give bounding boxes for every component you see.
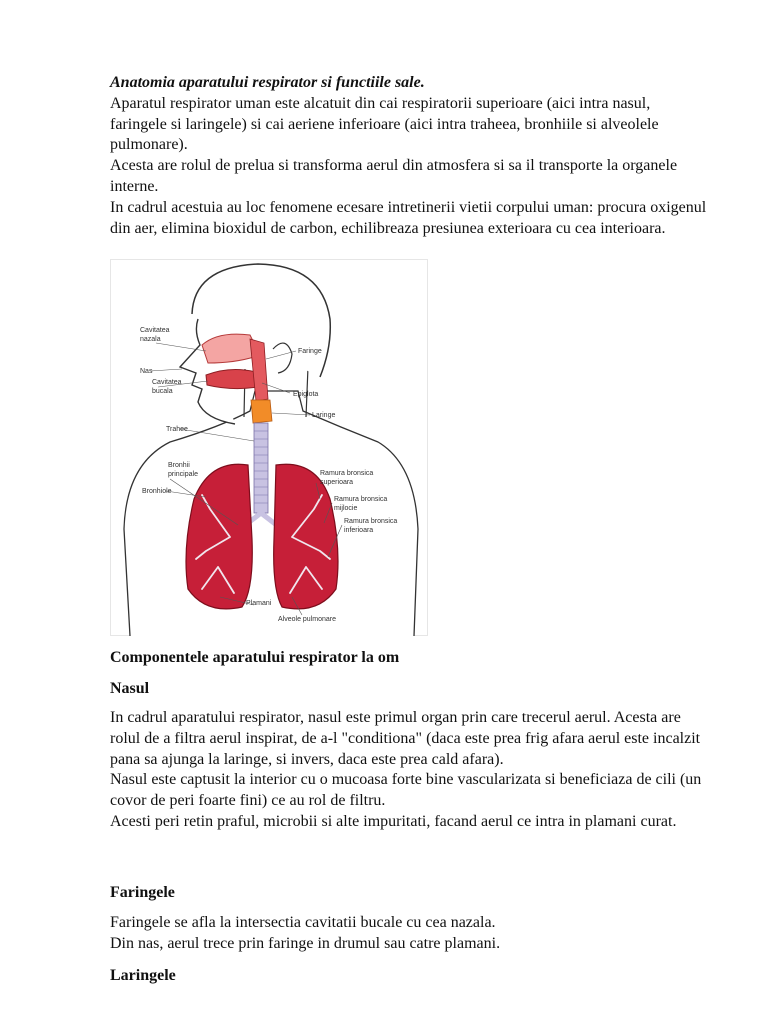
label-plamani: Plamani — [246, 600, 272, 607]
intro-paragraph: Aparatul respirator uman este alcatuit din cai respiratorii superioare (aici intra nasul, faringele si laringele) si cai aeriene inferioare (aici intra traheea, bronhiile si alveolele pulmonare). — [110, 94, 659, 154]
label-alveole-pulmonare: Alveole pulmonare — [278, 616, 336, 623]
intro-block — [110, 73, 710, 239]
respiratory-diagram — [110, 259, 428, 636]
intro-paragraph: In cadrul acestuia au loc fenomene ecesare intretinerii vietii corpului uman: procura oxigenul din aer, elimina bioxidul de carbon, echilibreaza presiunea exterioara cu cea interioara. — [110, 198, 707, 237]
nasul-paragraph: In cadrul aparatului respirator, nasul este primul organ prin care trecerul aerul. Acesta are rolul de a filtra aerul inspirat, de a-l "conditiona" (daca este prea frig afara aerul este incalzit pana sa ajunga la laringe, si invers, daca este prea cald afara). — [110, 709, 701, 768]
faringele-paragraph: Din nas, aerul trece prin faringe in drumul sau catre plamani. — [110, 934, 501, 952]
intro-paragraph: Acesta are rolul de prelua si transforma aerul din atmosfera si sa il transporte la organele interne. — [110, 157, 678, 195]
label-faringe: Faringe — [298, 348, 322, 355]
label-ramura-inferioara: Ramura bronsica inferioara — [344, 518, 398, 534]
label-bronhii-principale: Bronhii principale — [168, 462, 198, 478]
nasul-paragraph: Nasul este captusit la interior cu o mucoasa forte bine vascularizata si beneficiaza de cili (un covor de peri foarte fini) ce au rol de filtru. — [110, 771, 702, 810]
respiratory-system-illustration — [110, 259, 428, 636]
nasul-body — [110, 708, 710, 833]
document-title: Anatomia aparatului respirator si functiile sale. — [110, 74, 425, 91]
label-cavitatea-bucala: Cavitatea bucala — [152, 379, 182, 395]
label-epiglota: Epiglota — [293, 391, 319, 398]
nasul-paragraph: Acesti peri retin praful, microbii si alte impuritati, facand aerul ce intra in plamani curat. — [110, 812, 677, 830]
label-laringe: Laringe — [312, 412, 336, 419]
label-ramura-mijlocie: Ramura bronsica mijlocie — [334, 496, 388, 512]
label-cavitatea-nazala: Cavitatea nazala — [140, 327, 170, 343]
heading-laringele: Laringele — [110, 967, 176, 984]
label-bronhiole: Bronhiole — [142, 488, 172, 495]
heading-nasul: Nasul — [110, 680, 150, 697]
faringele-body — [110, 913, 710, 955]
label-trahee: Trahee — [166, 426, 188, 433]
label-nas: Nas — [140, 368, 153, 375]
section-heading: Componentele aparatului respirator la om — [110, 649, 400, 666]
faringele-paragraph: Faringele se afla la intersectia cavitatii bucale cu cea nazala. — [110, 914, 496, 931]
label-ramura-superioara: Ramura bronsica superioara — [320, 470, 374, 486]
heading-faringele: Faringele — [110, 884, 175, 901]
